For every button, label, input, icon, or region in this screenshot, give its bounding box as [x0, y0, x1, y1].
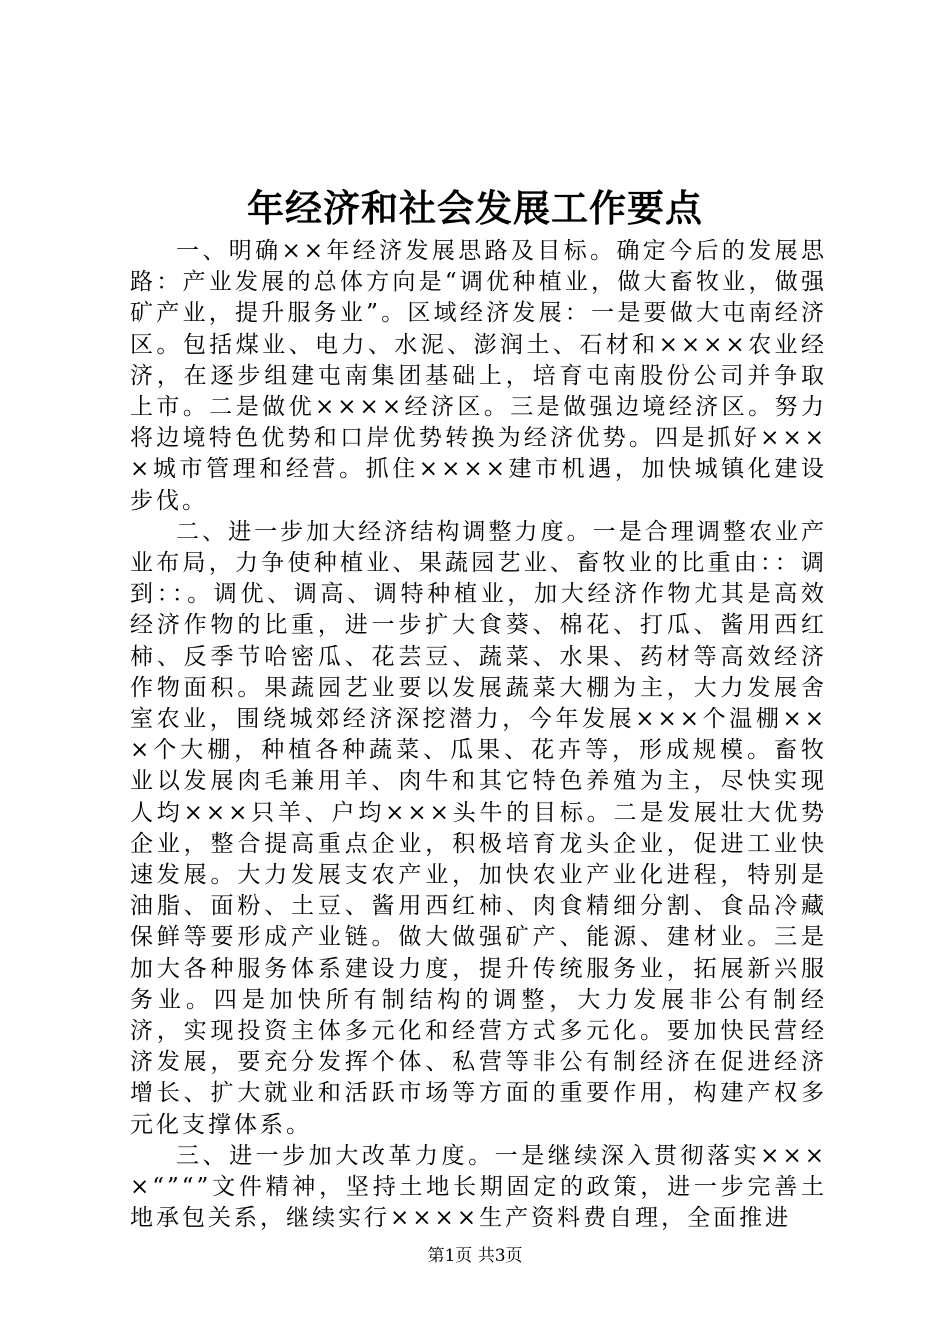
page-number-footer: 第1页 共3页: [427, 1246, 523, 1266]
paragraph-3: 三、进一步加大改革力度。一是继续深入贯彻落实××××“”“”文件精神，坚持土地长期固定的政策，进一步完善土地承包关系，继续实行××××生产资料费自理，全面推进: [130, 1142, 827, 1232]
paragraph-2: 二、进一步加大经济结构调整力度。一是合理调整农业产业布局，力争使种植业、果蔬园艺业、畜牧业的比重由：：调到：：。调优、调高、调特种植业，加大经济作物尤其是高效经济作物的比重，进一步扩大食葵、棉花、打瓜、酱用西红柿、反季节哈密瓜、花芸豆、蔬菜、水果、药材等高效经济作物面积。果蔬园艺业要以发展蔬菜大棚为主，大力发展舍室农业，围绕城郊经济深挖潜力，今年发展×××个温棚×××个大棚，种植各种蔬菜、瓜果、花卉等，形成规模。畜牧业以发展肉毛兼用羊、肉牛和其它特色养殖为主，尽快实现人均×××只羊、户均×××头牛的目标。二是发展壮大优势企业，整合提高重点企业，积极培育龙头企业，促进工业快速发展。大力发展支农产业，加快农业产业化进程，特别是油脂、面粉、土豆、酱用西红柿、肉食精细分割、食品冷藏保鲜等要形成产业链。做大做强矿产、能源、建材业。三是加大各种服务体系建设力度，提升传统服务业，拓展新兴服务业。四是加快所有制结构的调整，大力发展非公有制经济，实现投资主体多元化和经营方式多元化。要加快民营经济发展，要充分发挥个体、私营等非公有制经济在促进经济增长、扩大就业和活跃市场等方面的重要作用，构建产权多元化支撑体系。: [130, 518, 827, 1138]
paragraph-1: 一、明确××年经济发展思路及目标。确定今后的发展思路：产业发展的总体方向是“调优种植业，做大畜牧业，做强矿产业，提升服务业”。区域经济发展：一是要做大屯南经济区。包括煤业、电力、水泥、澎润土、石材和××××农业经济，在逐步组建屯南集团基础上，培育屯南股份公司并争取上市。二是做优××××经济区。三是做强边境经济区。努力将边境特色优势和口岸优势转换为经济优势。四是抓好××××城市管理和经营。抓住××××建市机遇，加快城镇化建设步伐。: [130, 238, 827, 514]
document-title: 年经济和社会发展工作要点: [247, 186, 703, 230]
document-body: [130, 236, 827, 1235]
